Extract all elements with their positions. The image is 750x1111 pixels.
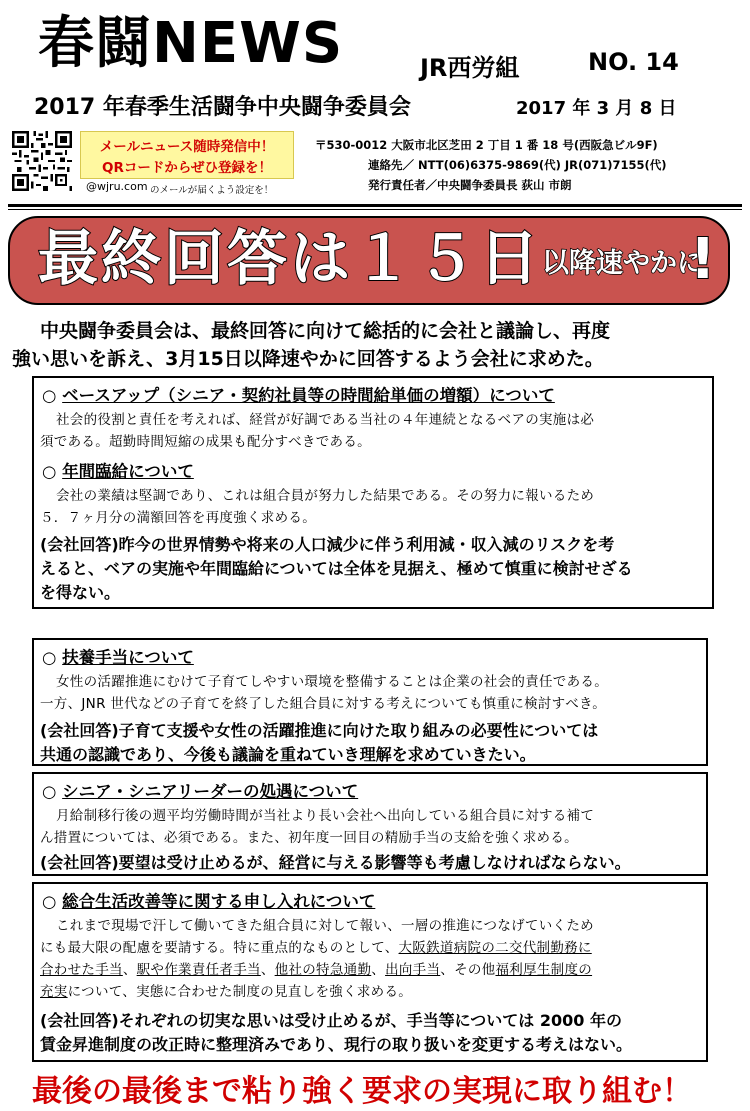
senior-heading [42,778,358,802]
general-body-3 [40,958,592,978]
lead-line-1: 中央闘争委員会は、最終回答に向けて総括的に会社と議論し、再度 [40,320,611,342]
base-up-body-1: 社会的役割と責任を考えれば、経営が好調である当社の４年連続となるベアの実施は必 [56,412,595,428]
bonus-body-1: 会社の業績は堅調であり、これは組合員が努力した結果である。その努力に報いるため [56,488,595,504]
highlight-welfare-end: 充実 [40,984,68,1000]
committee-name: 2017 年春季生活闘争中央闘争委員会 [34,95,411,120]
headline-main: 最終回答は１５日 [38,224,542,294]
separator: 、 [122,962,137,978]
header-divider-thin [8,209,742,210]
wage-bonus-box [32,376,714,609]
general-body-2-text: にも最大限の配慮を要請する。特に重点的なものとして、 [40,940,399,956]
senior-treatment-box [32,772,708,876]
family-allowance-box [32,638,708,766]
reply-1-line-1: (会社回答)昨今の世界情勢や将来の人口減少に伴う利用減・収入減のリスクを考 [40,535,615,554]
reply-1-line-2: えると、ベアの実施や年間臨給については全体を見据え、極めて慎重に検討せざる [40,559,633,578]
circle-mark: ○ [42,462,57,481]
highlight-hospital-allowance: 合わせた手当 [40,962,123,978]
issue-number: NO. 14 [588,48,679,76]
base-up-heading [42,382,555,406]
headline-sub: 以降速やかに [542,248,704,279]
bonus-body-2: ５．７ヶ月分の満額回答を再度強く求める。 [40,510,316,526]
contact-numbers: 連絡先／ NTT(06)6375-9869(代) JR(071)7155(代) [368,158,667,172]
separator: 、 [260,962,275,978]
senior-body-2: ん措置については、必須である。また、初年度一回目の精励手当の支給を強く求める。 [40,830,578,846]
newsletter-title: 春闘NEWS [38,11,344,76]
qr-register-line: QRコードからぜひ登録を！ [102,160,272,176]
circle-mark: ○ [42,892,57,911]
mail-news-box [80,131,294,179]
general-reply-1: (会社回答)それぞれの切実な思いは受け止めるが、手当等については 2000 年の [40,1011,622,1030]
base-up-title: ベースアップ（シニア・契約社員等の時間給単価の増額）について [62,386,555,405]
mail-news-line: メールニュース随時発信中！ [99,139,275,155]
closing-slogan: 最後の最後まで粘り強く要求の実現に取り組む！ [32,1074,692,1109]
general-body-4 [40,980,412,1000]
senior-body-1: 月給制移行後の週平均労働時間が当社より長い会社へ出向している組合員に対する補て [56,808,595,824]
family-heading [42,644,194,668]
separator: 、 [371,962,386,978]
bonus-title: 年間臨給について [62,462,194,481]
general-body-1: これまで現場で汗して働いてきた組合員に対して報い、一層の推進につなげていくため [56,918,594,934]
mail-setting-note: のメールが届くよう設定を！ [150,185,274,196]
headline-exclamation: ! [690,227,716,292]
circle-mark: ○ [42,782,57,801]
circle-mark: ○ [42,386,57,405]
issue-date: 2017 年 3 月 8 日 [516,98,677,119]
union-name: JR西労組 [420,54,520,82]
highlight-station-allowance: 駅や作業責任者手当 [136,962,261,978]
family-reply-2: 共通の認識であり、今後も議論を重ねていき理解を求めていきたい。 [40,745,536,764]
highlight-express-commute: 他社の特急通勤 [274,962,372,978]
mail-domain[interactable]: @wjru.com [86,180,148,193]
general-reply-2: 賃金昇進制度の改正時に整理済みであり、現行の取り扱いを変更する考えはない。 [40,1035,633,1054]
family-body-1: 女性の活躍推進にむけて子育てしやすい環境を整備することは企業の社会的責任である。 [56,674,608,690]
base-up-body-2: 須である。超勤時間短縮の成果も配分すべきである。 [40,434,371,450]
highlight-secondment-allowance: 出向手当 [385,962,441,978]
general-heading [42,888,375,912]
senior-reply: (会社回答)要望は受け止めるが、経営に与える影響等も考慮しなければならない。 [40,853,631,872]
family-reply-1: (会社回答)子育て支援や女性の活躍推進に向けた取り組みの必要性については [40,721,599,740]
highlight-hospital-shift: 大阪鉄道病院の二交代制勤務に [398,940,592,956]
general-body-2 [40,936,592,956]
general-body-3-text: 、その他 [440,962,496,978]
postal-address: 〒530-0012 大阪市北区芝田 2 丁目 1 番 18 号(西阪急ビル9F) [315,138,658,152]
reply-1-line-3: を得ない。 [40,583,121,602]
qr-code-icon[interactable] [12,131,72,191]
circle-mark: ○ [42,648,57,667]
highlight-welfare: 福利厚生制度の [495,962,593,978]
bonus-heading [42,458,194,482]
senior-title: シニア・シニアリーダーの処遇について [62,782,359,801]
lead-line-2: 強い思いを訴え、3月15日以降速やかに回答するよう会社に求めた。 [12,348,604,370]
publisher: 発行責任者／中央闘争委員長 荻山 市朗 [368,178,572,192]
header-divider [8,204,742,207]
family-title: 扶養手当について [62,648,194,667]
family-body-2: 一方、JNR 世代などの子育てを終了した組合員に対する考えについても慎重に検討すべき。 [40,696,607,712]
general-life-box [32,882,708,1062]
general-title: 総合生活改善等に関する申し入れについて [62,892,376,911]
general-body-4-text: について、実態に合わせた制度の見直しを強く求める。 [67,984,413,1000]
